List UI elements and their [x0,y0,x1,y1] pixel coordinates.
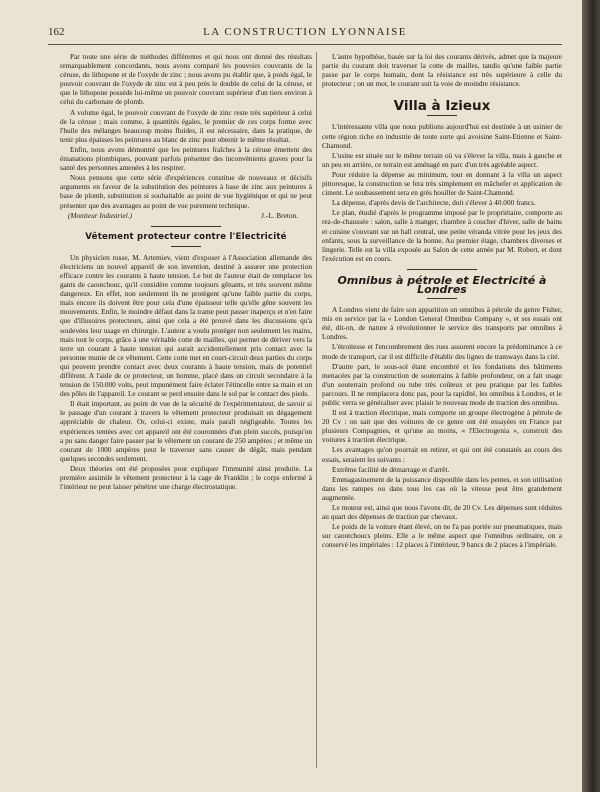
page-header [48,26,562,40]
article-title: Villa à Izieux [393,98,491,115]
binding-edge [582,0,600,792]
column-divider [316,52,317,768]
right-column [322,52,562,772]
section-divider [151,226,221,227]
paragraph: Les avantages qu'on pourrait en retirer, et qui ont été constatés au cours des essais, seraient les suivants : [322,445,562,464]
paragraph: Pour réduire la dépense au minimum, tout en donnant à la villa un aspect pittoresque, la construction se fera très simplement en mâchefer et application de ciment. Le soubassement sera en grès houiller de Saint-Chamond. [322,169,562,198]
article-source: (Moniteur Industriel.) [68,210,133,220]
paragraph: L'étroitesse et l'encombrement des rues assurent encore la prédominance à ce mode de transport, car il est difficile d'établir des lignes de tramways dans la cité. [322,342,562,361]
paragraph: Emmagasinement de la puissance disponible dans les pentes, et son utilisation dans les rampes ou dans tous les cas où la vitesse peut être grandement augmentée. [322,474,562,502]
paragraph: A Londres vient de faire son apparition un omnibus à pétrole du genre Fisher, mis en service par la « London General Omnibus Company », et ses essais ont été, dit-on, de nature à révolutionner le service des transports par omnibus à Londres. [322,305,562,342]
title-underline [171,246,201,247]
paragraph: Un physicien russe, M. Artemiev, vient d'exposer à l'Association allemande des électriciens un nouvel appareil de son invention, destiné à assurer une protection efficace contre les courants à haute tension. Le but de l'auteur était de remplacer les gants de caoutchouc, qu'il considère comme toujours gênants, et très souvent même dangereux. En effet, non seulement ils ne protègent qu'une faible partie du corps, mais encore ils doivent être pour cela d'une épaisseur telle qu'elle gêne souvent les mouvements. Enfin, le moindre défaut dans la trame peut passer inaperçu et n'en faire que d'illusoires protecteurs, ainsi que cela a été prouvé dans les discussions qu'a soulevées leur usage en chirurgie. L'auteur a voulu protéger non seulement les mains, mais tout le corps, grâce à une véritable cotte de mailles, qui permet de dériver vers la terre un courant à haute tension qui aurait accidentellement pris contact avec la personne munie de ce vêtement. Cette cotte met en court-circuit deux parties du corps qui peuvent prendre contact avec deux courants à haute tension, mais de potentiel différent. A l'aide de ce protecteur, un homme, placé dans un circuit secondaire à la tension de 150.000 volts, peut impunément faire éclater l'étincelle entre sa main et un des pôles de l'appareil. Le courant se perd ensuite dans le sol par le contact des pieds. [60,252,312,399]
paragraph: Extrême facilité de démarrage et d'arrêt. [332,464,450,474]
paragraph: Le moteur est, ainsi que nous l'avons dit, de 20 Cv. Les dépenses sont réduites au quart des dépenses de traction par chevaux. [322,503,562,522]
article-signature [60,211,312,220]
paragraph: D'autre part, le sous-sol étant encombré et les fondations des bâtiments menacées par la construction de souterrains à faible profondeur, on a fait usage d'un souterrain profond ou tube très coûteux et peu pratique par les faibles parcours. Il ne remplacera donc pas, pour la rapidité, les omnibus à Londres, et le public verra se généraliser avec plaisir le nouveau mode de traction des omnibus. [322,361,562,407]
paragraph: L'autre hypothèse, basée sur la loi des courants dérivés, admet que la majeure partie du courant doit traverser la cotte de mailles, tandis qu'une faible partie passe par le corps humain, dont la résistance est très supérieure à celle du protecteur ; on un mot, le courant suit la voie de moindre résistance. [322,52,562,89]
paragraph: La dépense, d'après devis de l'architecte, doit s'élever à 40.000 francs. [332,198,536,208]
paragraph: Enfin, nous avons démontré que les peintures fraîches à la céruse émettent des émanations plombiques, pouvant parfois présenter des inconvénients graves pour la santé des personnes amenées à les respirer. [60,144,312,173]
paragraph: Le plan, étudié d'après le programme imposé par le propriétaire, comporte au rez-de-chaussée : salon, salle à manger, chambre à coucher d'hiver, salle de bains et cuisine s'ouvrant sur un hall central, une petite véranda vitrée pour les jeux des enfants, sous la surveillance de la bonne. Au premier étage, chambres diverses et lingerie. Telle est la villa exposée au Salon de cette année par M. Robert, et dont l'exécution est en cours. [322,208,562,263]
page-number: 162 [48,26,65,38]
paragraph: L'intéressante villa que nous publions aujourd'hui est destinée à un usinier de cette région riche en industrie de toute sorte qui avoisine Saint-Etienne et Saint-Chamond. [322,122,562,150]
article-author: J.-L. Breton. [261,210,298,220]
paragraph: Il était important, au point de vue de la sécurité de l'expérimentateur, de savoir si le passage d'un courant à travers le vêtement protecteur produisait un dégagement appréciable de chaleur. Or, celui-ci existe, mais paraît négligeable. Toutes les expériences tentées avec cet appareil ont été couronnées d'un plein succès, puisqu'on a pu sans danger faire passer par le vêtement un courant de 250 ampères ; et même un courant de 1000 ampères peut le traverser sans causer de dégât, mais pendant quelques secondes seulement. [60,399,312,463]
paragraph: Deux théories ont été proposées pour expliquer l'immunité ainsi produite. La première assimile le vêtement protecteur à la cage de Franklin ; le corps enfermé à l'intérieur ne peut laisser pénétrer une charge électrostatique. [60,463,312,492]
running-title: LA CONSTRUCTION LYONNAISE [203,26,407,38]
article-title: Omnibus à pétrole et Electricité à Londres [337,273,547,296]
paragraph: A volume égal, le pouvoir couvrant de l'oxyde de zinc reste très supérieur à celui de la céruse ; mais comme, à quantités égales, le premier de ces corps forme avec l'huile des mélanges beaucoup moins fluides, il est nécessaire, dans la pratique, de tenir plus épaisses les peintures au blanc de zinc pour obtenir le même résultat. [60,107,312,144]
header-rule [48,44,562,45]
left-column [60,52,312,772]
paragraph: Il est à traction électrique, mais comporte un groupe électrogène à pétrole de 20 Cv : on sait que des voitures de ce genre ont été essayées en France par plusieurs Compagnies, et qu'une au moins, « l'Electrogenia », construit des voitures à traction électrique. [322,408,562,445]
paragraph: Le poids de la voiture étant élevé, on ne l'a pas portée sur pneumatiques, mais sur caoutchoucs pleins. Elle a le même aspect que l'omnibus ordinaire, on a conservé les impériales : 12 places à l'intérieur, 9 bancs de 2 places à l'impériale. [322,522,562,550]
section-divider [407,269,477,270]
title-underline [427,115,457,116]
paragraph: Par toute une série de méthodes différentes et qui nous ont donné des résultats remarquablement concordants, nous avons comparé les pouvoirs couvrants de la céruse, du lithopone et de l'oxyde de zinc ; nous avons pu établir que, à poids égal, le pouvoir couvrant de l'oxyde de zinc est à peu près le double de celui de la céruse, et que le lithopone possède lui-même un pouvoir couvrant supérieur d'un tiers environ à celui du carbonate de plomb. [60,52,312,107]
article-title: Vêtement protecteur contre l'Electricité [85,231,287,242]
title-underline [427,298,457,299]
paragraph: L'usine est située sur le même terrain où va s'élever la villa, mais à gauche et un peu en arrière, ce terrain est aménagé en parc d'un très agréable aspect. [322,150,562,169]
paragraph: Nous pensons que cette série d'expériences constitue de nouveaux et décisifs arguments en faveur de la substitution des peintures à base de zinc aux peintures à base de plomb, substitution si souhaitable au point de vue hygiénique et qui ne peut présenter que des avantages au point de vue purement technique. [60,173,312,210]
